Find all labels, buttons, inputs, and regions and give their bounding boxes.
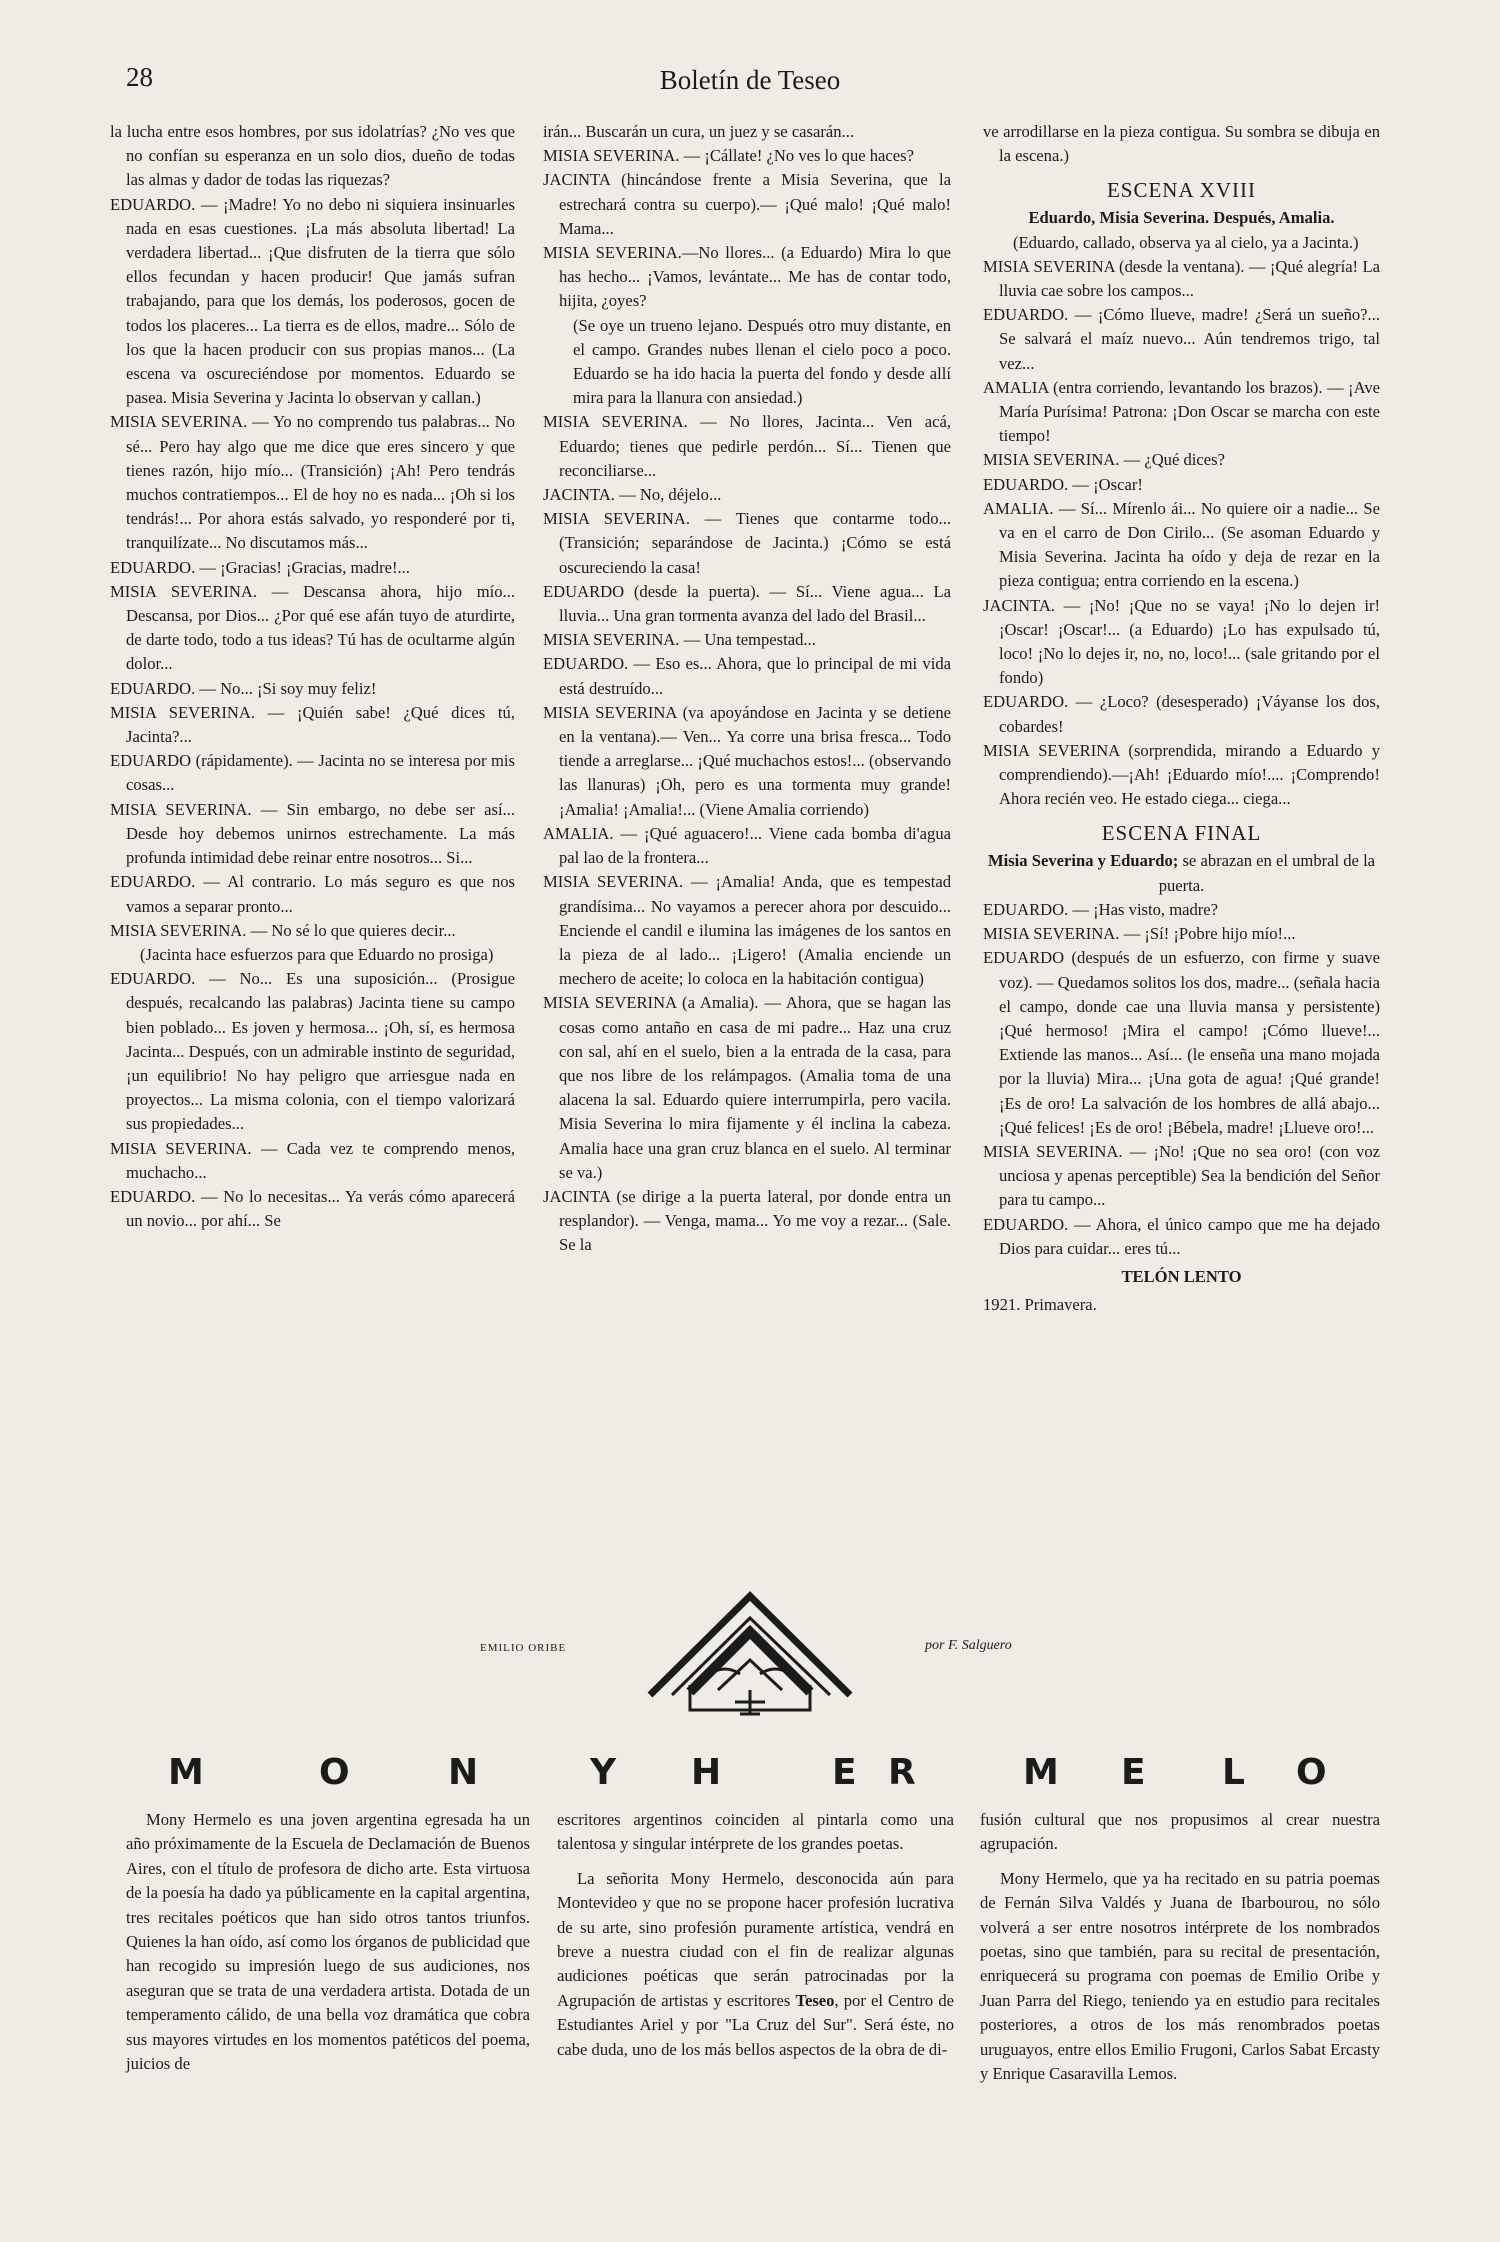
dialogue-line: MISIA SEVERINA. — Tienes que contarme todo... (Transición; separándose de Jacinta.) ¡Cómo se está oscureciendo la casa! — [543, 509, 951, 577]
dialogue-line: EDUARDO (después de un esfuerzo, con firme y suave voz). — Quedamos solitos los dos, madre... (señala hacia el campo, donde cae una lluvia mansa y persistente) ¡Qué hermoso! ¡Mira el campo! ¡Cómo llueve!... Extiende las manos... Así... (le enseña una mano mojada por la lluvia) Mira... ¡Una gota de agua! ¡Qué grande! ¡Es de oro! La salvación de los hombres de allá abajo... ¡Qué felices! ¡Es de oro! ¡Bébela, madre! ¡Llueve oro!... — [983, 948, 1380, 1137]
vignette-illustrator: por F. Salguero — [925, 1638, 1012, 1653]
dialogue-line: MISIA SEVERINA. — ¡Amalia! Anda, que es tempestad grandísima... No vayamos a perecer ahora por descuido... Enciende el candil e ilumina las imágenes de los santos en la pieza de al lado... ¡Ligero! (Amalia enciende un mechero de aceite; lo coloca en la habitación contigua) — [543, 872, 951, 989]
stage-direction: (Eduardo, callado, observa ya al cielo, ya a Jacinta.) — [1013, 232, 1359, 252]
dialogue-line: MISIA SEVERINA. — No llores, Jacinta... Ven acá, Eduardo; tienes que pedirle perdón... Sí... Tienen que reconciliarse... — [543, 412, 951, 480]
dialogue-line: MISIA SEVERINA. — Yo no comprendo tus palabras... No sé... Pero hay algo que me dice que eres sincero y que tienes razón, hijo mío... (Transición) ¡Ah! Pero tendrás muchos contratiempos... El de hoy no es nada... ¡Oh si los tendrás!... Por ahora estás salvado, yo responderé por ti, tranquilízate... No discutamos más... — [110, 412, 515, 553]
heading-letter: M — [168, 1752, 204, 1793]
heading-letter: O — [1296, 1752, 1327, 1793]
page-number: 28 — [126, 62, 153, 92]
stage-direction: (Se oye un trueno lejano. Después otro muy distante, en el campo. Grandes nubes llenan el cielo poco a poco. Eduardo se ha ido hacia la puerta del fondo y desde allí mira para la llanura con ansiedad.) — [573, 315, 951, 408]
article-column-2 — [557, 1808, 954, 2062]
article-column-3 — [980, 1808, 1380, 2086]
scene-title: ESCENA FINAL — [1101, 821, 1262, 846]
scene-title: ESCENA XVIII — [1106, 178, 1257, 203]
dialogue-line: AMALIA. — ¡Qué aguacero!... Viene cada bomba di'agua pal lao de la frontera... — [543, 823, 951, 868]
dialogue-line: EDUARDO. — ¡Gracias! ¡Gracias, madre!... — [110, 557, 410, 577]
heading-letter: H — [691, 1752, 722, 1793]
dialogue-line: MISIA SEVERINA. — ¡Sí! ¡Pobre hijo mío!... — [983, 924, 1296, 944]
dialogue-line: EDUARDO. — ¡Has visto, madre? — [983, 899, 1219, 919]
heading-letter: L — [1222, 1752, 1245, 1793]
dialogue-line: EDUARDO. — ¡Oscar! — [983, 474, 1143, 494]
running-title: Boletín de Teseo — [659, 65, 841, 95]
teseo-logo-icon — [600, 1590, 900, 1730]
dialogue-line: EDUARDO. — ¿Loco? (desesperado) ¡Váyanse los dos, cobardes! — [983, 692, 1380, 736]
dialogue-line: EDUARDO. — No... Es una suposición... (Prosigue después, recalcando las palabras) Jacinta tiene su campo bien poblado... Es joven y hermosa... ¡Oh, sí, es hermosa Jacinta... Después, con un admirable instinto de seguridad, ¡un equilibrio! No hay peligro que arriesgue nada en proyectos... La misma colonia, con el tiempo valorizará sus propiedades... — [110, 969, 515, 1134]
heading-letter: M — [1023, 1752, 1059, 1793]
heading-letter: Y — [590, 1752, 617, 1793]
heading-letter: R — [888, 1752, 916, 1793]
heading-letter: N — [448, 1752, 479, 1793]
dialogue-continuation: ve arrodillarse en la pieza contigua. Su sombra se dibuja en la escena.) — [983, 122, 1380, 166]
page-header — [0, 62, 1500, 102]
article-paragraph: escritores argentinos coinciden al pintarla como una talentosa y singular intérprete de los grandes poetas. — [557, 1810, 954, 1854]
dialogue-line: MISIA SEVERINA. — ¿Qué dices? — [983, 450, 1225, 470]
dialogue-line: EDUARDO. — No lo necesitas... Ya verás cómo aparecerá un novio... por ahí... Se — [110, 1186, 515, 1231]
dialogue-line: MISIA SEVERINA. — ¡Cállate! ¿No ves lo que haces? — [543, 146, 914, 166]
dialogue-line: MISIA SEVERINA. — ¡Quién sabe! ¿Qué dices tú, Jacinta?... — [110, 702, 515, 747]
article-column-1 — [126, 1808, 530, 2076]
vignette-row — [0, 1590, 1500, 1730]
dialogue-line: JACINTA (hincándose frente a Misia Severina, que la estrechará contra su cuerpo).— ¡Qué malo! ¡Qué malo! Mama... — [543, 170, 951, 238]
dialogue-line: MISIA SEVERINA. — ¡No! ¡Que no sea oro! (con voz unciosa y apenas perceptible) Sea la bendición del Señor para tu campo... — [983, 1141, 1380, 1210]
stage-direction: (Jacinta hace esfuerzos para que Eduardo no prosiga) — [140, 944, 494, 964]
dialogue-line: la lucha entre esos hombres, por sus idolatrías? ¿No ves que no confían su esperanza en un solo dios, dueño de todas las almas y dador de todas las riquezas? — [110, 122, 515, 190]
play-date: 1921. Primavera. — [983, 1295, 1097, 1315]
dialogue-line: MISIA SEVERINA (a Amalia). — Ahora, que se hagan las cosas como antaño en casa de mi padre... Haz una cruz con sal, ahí en el suelo, bien a la entrada de la casa, para que nos libre de los relámpagos. (Amalia toma de una alacena la sal. Eduardo quiere interrumpirla, pero vacila. Misia Severina lo mira fijamente y él inclina la cabeza. Amalia hace una gran cruz blanca en el suelo. Al terminar se va.) — [543, 993, 951, 1182]
play-column-2 — [543, 120, 951, 1258]
dialogue-line: EDUARDO. — ¡Cómo llueve, madre! ¿Será un sueño?... Se salvará el maíz nuevo... Aún tendremos trigo, tal vez... — [983, 305, 1380, 373]
article-paragraph: Mony Hermelo, que ya ha recitado en su patria poemas de Fernán Silva Valdés y Juana de Ibarbourou, no sólo volverá a ser entre nosotros intérprete de los nombrados poetas, sino que también, para su recital de presentación, enriquecerá su programa con poemas de Emilio Oribe y Juan Parra del Riego, teniendo ya en estudio para recitales posteriores, a otros de los más renombrados poetas uruguayos, entre ellos Emilio Frugoni, Carlos Sabat Ercasty y Enrique Casaravilla Lemos. — [980, 1868, 1380, 2084]
dialogue-line: MISIA SEVERINA.—No llores... (a Eduardo) Mira lo que has hecho... ¡Vamos, levántate... Me has de contar todo, hijita, ¿oyes? — [543, 243, 951, 311]
dialogue-line: EDUARDO. — No... ¡Si soy muy feliz! — [110, 678, 377, 698]
scene-characters: Eduardo, Misia Severina. Después, Amalia. — [1028, 208, 1335, 228]
article-text: La señorita Mony Hermelo, desconocida aún para Montevideo y que no se propone hacer profesión lucrativa de su arte, sino profesión puramente artística, vendrá en breve a nuestra ciudad con el fin de realizar algunas audiciones poéticas que serán patrocinadas por la Agrupación de artistas y escritores — [557, 1868, 954, 2010]
dialogue-line: EDUARDO (desde la puerta). — Sí... Viene agua... La lluvia... Una gran tormenta avanza del lado del Brasil... — [543, 581, 951, 626]
dialogue-line: EDUARDO. — Eso es... Ahora, que lo principal de mi vida está destruído... — [543, 654, 951, 698]
play-column-1 — [110, 120, 515, 1233]
dialogue-line: irán... Buscarán un cura, un juez y se casarán... — [543, 122, 855, 141]
dialogue-line: AMALIA (entra corriendo, levantando los brazos). — ¡Ave María Purísima! Patrona: ¡Don Oscar se marcha con este tiempo! — [983, 377, 1380, 446]
scene-characters — [983, 849, 1380, 897]
curtain-note: TELÓN LENTO — [1121, 1266, 1242, 1286]
article-heading — [0, 1752, 1500, 1802]
dialogue-line: JACINTA. — ¡No! ¡Que no se vaya! ¡No lo dejen ir! ¡Oscar! ¡Oscar!... (a Eduardo) ¡Lo has expulsado tú, loco! ¡No lo dejes ir, no, no, loco!... (sale gritando por el fondo) — [983, 595, 1380, 688]
heading-letter: O — [319, 1752, 350, 1793]
article-bold-text: Teseo — [795, 1990, 835, 2010]
dialogue-line: EDUARDO. — Al contrario. Lo más seguro es que nos vamos a separar pronto... — [110, 872, 515, 916]
dialogue-line: MISIA SEVERINA. — Una tempestad... — [543, 630, 816, 650]
dialogue-line: MISIA SEVERINA (desde la ventana). — ¡Qué alegría! La lluvia cae sobre los campos... — [983, 256, 1380, 301]
dialogue-line: MISIA SEVERINA (va apoyándose en Jacinta y se detiene en la ventana).— Ven... Ya corre una brisa fresca... Todo tiende a arreglarse... ¡Qué muchachos estos!... (observando las llanuras) ¡Oh, pero es una tormenta muy grande! ¡Amalia! ¡Amalia!... (Viene Amalia corriendo) — [543, 702, 951, 819]
vignette-author: EMILIO ORIBE — [480, 1642, 567, 1654]
scene-characters-action: se abrazan en el umbral de la puerta. — [1158, 851, 1376, 895]
heading-letter: E — [1121, 1752, 1146, 1793]
dialogue-line: MISIA SEVERINA. — Sin embargo, no debe ser así... Desde hoy debemos unirnos estrechamente. La más profunda intimidad debe reinar entre nosotros... Si... — [110, 799, 515, 868]
dialogue-line: MISIA SEVERINA. — Descansa ahora, hijo mío... Descansa, por Dios... ¿Por qué ese afán tuyo de aturdirte, de darte todo, todo a tus ideas? Tú has de ocultarme algún dolor... — [110, 581, 515, 674]
dialogue-line: JACINTA. — No, déjelo... — [543, 485, 722, 505]
article-paragraph: Mony Hermelo es una joven argentina egresada ha un año próximamente de la Escuela de Declamación de Buenos Aires, con el título de profesora de dicho arte. Esta virtuosa de la poesía ha dado ya públicamente en la capital argentina, tres recitales poéticos que han sido otros tantos triunfos. Quienes la han oído, así como los órganos de publicidad que han recogido su impresión luego de sus audiciones, nos aseguran que se trata de una verdadera artista. Dotada de un temperamento cálido, de una bella voz dramática que cobra sus mayores virtudes en los momentos patéticos del poema, juicios de — [126, 1810, 530, 2074]
play-column-3 — [983, 120, 1380, 1317]
dialogue-line: EDUARDO (rápidamente). — Jacinta no se interesa por mis cosas... — [110, 751, 515, 795]
dialogue-line: MISIA SEVERINA. — No sé lo que quieres decir... — [110, 920, 456, 940]
dialogue-line: JACINTA (se dirige a la puerta lateral, por donde entra un resplandor). — Venga, mama... Yo me voy a rezar... (Sale. Se la — [543, 1186, 951, 1255]
article-paragraph — [557, 1867, 954, 2062]
heading-letter: E — [832, 1752, 857, 1793]
dialogue-line: MISIA SEVERINA. — Cada vez te comprendo menos, muchacho... — [110, 1138, 515, 1182]
dialogue-line: EDUARDO. — Ahora, el único campo que me ha dejado Dios para cuidar... eres tú... — [983, 1214, 1380, 1258]
dialogue-line: EDUARDO. — ¡Madre! Yo no debo ni siquiera insinuarles nada en esas cuestiones. ¡La más absoluta libertad! La verdadera libertad... ¡Que disfruten de la tierra que sólo ellos fecundan y hacen producir! Que jamás sufran trabajando, para que los demás, los poderosos, gocen de todos los placeres... La tierra es de ellos, madre... Sólo de los que la hacen producir con sus propias manos... (La escena va oscureciéndose por momentos. Eduardo se pasea. Misia Severina y Jacinta lo observan y callan.) — [110, 194, 515, 408]
article-text: , por el Centro de Estudiantes Ariel y por "La Cruz del Sur". Será éste, no cabe duda, uno de los más bellos aspectos de la obra de di- — [557, 1990, 954, 2059]
article-paragraph: fusión cultural que nos propusimos al crear nuestra agrupación. — [980, 1810, 1380, 1854]
dialogue-line: AMALIA. — Sí... Mírenlo ái... No quiere oir a nadie... Se va en el carro de Don Cirilo... (Se asoman Eduardo y Misia Severina. Jacinta ha oído y deja de rezar en la pieza contigua; entra corriendo en la escena.) — [983, 498, 1380, 591]
scene-characters-names: Misia Severina y Eduardo; — [987, 851, 1179, 871]
dialogue-line: MISIA SEVERINA (sorprendida, mirando a Eduardo y comprendiendo).—¡Ah! ¡Eduardo mío!.... ¡Comprendo! Ahora recién veo. He estado ciega... ciega... — [983, 740, 1380, 809]
